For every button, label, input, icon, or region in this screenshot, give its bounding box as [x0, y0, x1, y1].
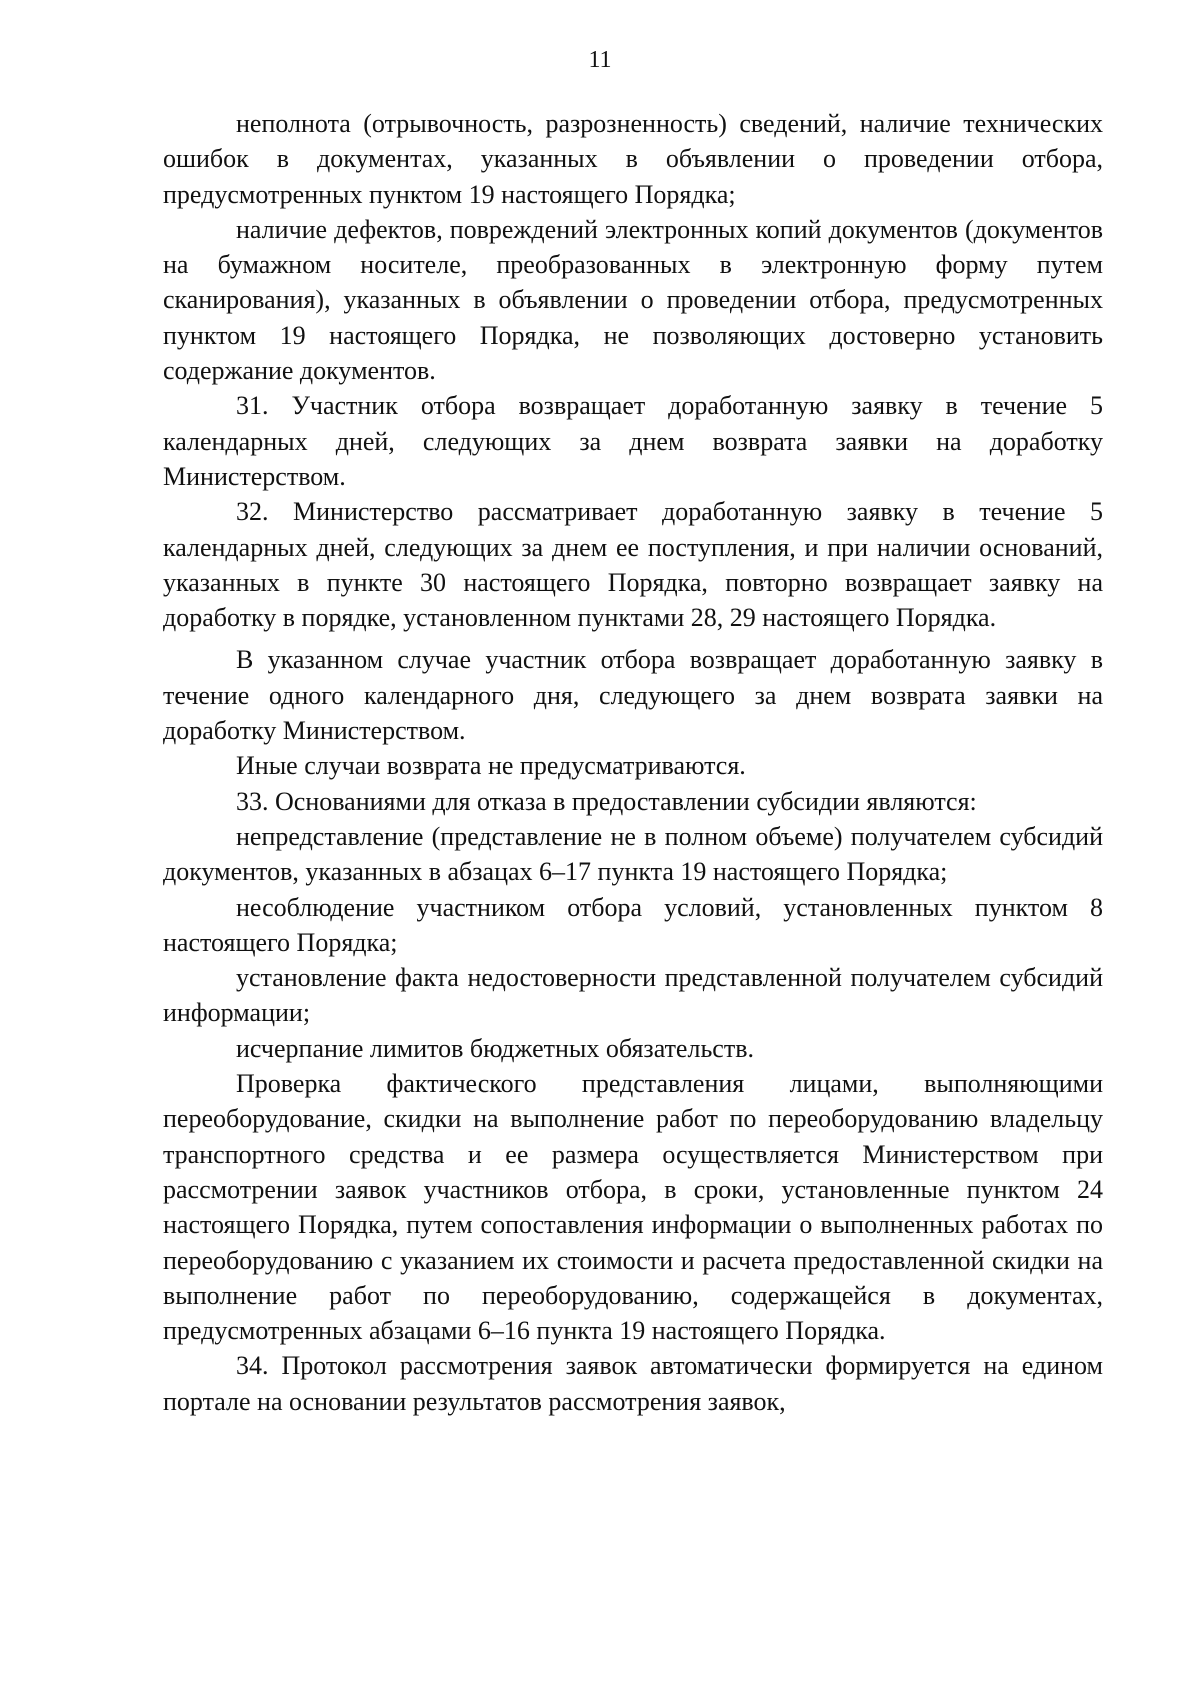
paragraph-other-cases: Иные случаи возврата не предусматриваются.	[236, 751, 746, 781]
paragraph-nonsubmission: непредставление (представление не в полном объеме) получателем субсидий документов, указанных в абзацах 6–17 пункта 19 настоящего Порядка;	[163, 821, 1103, 887]
paragraph-limits: исчерпание лимитов бюджетных обязательств.	[236, 1033, 754, 1063]
paragraph-verification: Проверка фактического представления лицами, выполняющими переоборудование, скидки на выполнение работ по переоборудованию владельцу транспортного средства и ее размера осуществляется Министерством при рассмотрении заявок участников отбора, в сроки, установленные пунктом 24 настоящего Порядка, путем сопоставления информации о выполненных работах по переоборудованию с указанием их стоимости и расчета предоставленной скидки на выполнение работ по переоборудованию, содержащейся в документах, предусмотренных абзацами 6–16 пункта 19 настоящего Порядка.	[163, 1069, 1103, 1346]
paragraph-false-info: установление факта недостоверности представленной получателем субсидий информации;	[163, 963, 1103, 1028]
page-number: 11	[588, 47, 612, 73]
document-body	[163, 106, 1103, 1419]
paragraph-item-33: 33. Основаниями для отказа в предоставлении субсидии являются:	[236, 786, 977, 816]
paragraph-item-32: 32. Министерство рассматривает доработанную заявку в течение 5 календарных дней, следующих за днем ее поступления, и при наличии оснований, указанных в пункте 30 настоящего Порядка, повторно возвращает заявку на доработку в порядке, установленном пунктами 28, 29 настоящего Порядка.	[163, 497, 1103, 633]
paragraph-defects: наличие дефектов, повреждений электронных копий документов (документов на бумажном носителе, преобразованных в электронную форму путем сканирования), указанных в объявлении о проведении отбора, предусмотренных пунктом 19 настоящего Порядка, не позволяющих достоверно установить содержание документов.	[163, 214, 1103, 386]
paragraph-repeat-return: В указанном случае участник отбора возвращает доработанную заявку в течение одного календарного дня, следующего за днем возврата заявки на доработку Министерством.	[163, 645, 1103, 746]
paragraph-item-31: 31. Участник отбора возвращает доработанную заявку в течение 5 календарных дней, следующих за днем возврата заявки на доработку Министерством.	[163, 391, 1103, 491]
paragraph-item-34: 34. Протокол рассмотрения заявок автоматически формируется на едином портале на основании результатов рассмотрения заявок,	[163, 1351, 1103, 1416]
paragraph-noncompliance: несоблюдение участником отбора условий, установленных пунктом 8 настоящего Порядка;	[163, 892, 1103, 957]
paragraph-incompleteness: неполнота (отрывочность, разрозненность) сведений, наличие технических ошибок в документах, указанных в объявлении о проведении отбора, предусмотренных пунктом 19 настоящего Порядка;	[163, 109, 1103, 209]
